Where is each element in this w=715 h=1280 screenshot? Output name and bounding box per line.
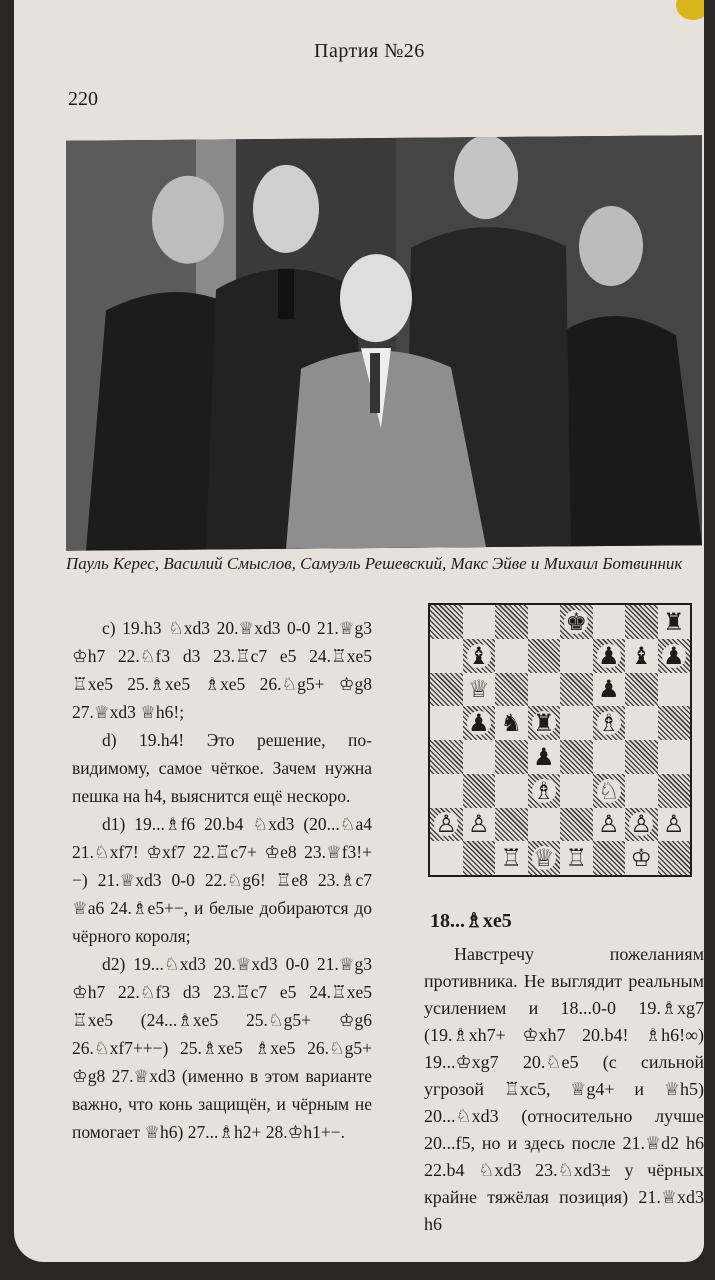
page-header: Партия №26 [314, 40, 425, 62]
square-f1 [593, 841, 626, 875]
square-a3 [430, 774, 463, 808]
square-e4 [560, 740, 593, 774]
photo-caption: Пауль Керес, Василий Смыслов, Самуэль Решевский, Макс Эйве и Михаил Ботвинник [66, 554, 683, 573]
square-b7 [463, 639, 496, 673]
square-d8 [528, 605, 561, 639]
square-g4 [625, 740, 658, 774]
chess-piece: ♖ [565, 844, 587, 873]
square-a7 [430, 639, 463, 673]
square-d5 [528, 706, 561, 740]
square-a4 [430, 740, 463, 774]
chess-piece: ♕ [467, 675, 490, 704]
square-d3 [528, 774, 561, 808]
commentary: Навстречу пожеланиям противника. Не выглядит реальным усилением и 18...0-0 19.♗xg7 (19.♗xh7+ ♔xh7 20.b4! ♗h6!∞) 19...♔xg7 20.♘e5 (с сильной угрозой ♖xc5, ♕g4+ и ♕h5) 20...♘xd3 (относительно лучше 20...f5, но и здесь после 21.♕d2 h6 22.b4 ♘xd3 23.♘xd3± у чёрных крайне тяжёлая позиция) 21.♕xd3 h6 [424, 944, 704, 1234]
square-c6 [495, 673, 528, 707]
square-h3 [658, 774, 691, 808]
square-e1 [560, 841, 593, 875]
chess-piece: ♗ [597, 709, 620, 738]
square-b5 [463, 706, 496, 740]
square-b2 [463, 808, 496, 842]
square-d6 [528, 673, 561, 707]
photo-image [66, 135, 702, 551]
chess-piece: ♚ [565, 607, 587, 636]
chess-piece: ♙ [435, 810, 457, 839]
square-b1 [463, 841, 496, 875]
chess-piece: ♟ [597, 641, 620, 670]
square-g5 [625, 706, 658, 740]
square-b6 [463, 673, 496, 707]
photo [66, 135, 702, 551]
square-d2 [528, 808, 561, 842]
square-a6 [430, 673, 463, 707]
square-g6 [625, 673, 658, 707]
square-f4 [593, 740, 626, 774]
chess-piece: ♙ [597, 810, 620, 839]
left-column [72, 614, 372, 1146]
square-g7 [625, 639, 658, 673]
square-f6 [593, 673, 626, 707]
chess-piece: ♘ [597, 776, 620, 805]
square-h6 [658, 673, 691, 707]
square-g3 [625, 774, 658, 808]
chess-piece: ♙ [467, 810, 490, 839]
square-d1 [528, 841, 561, 875]
square-a8 [430, 605, 463, 639]
square-c4 [495, 740, 528, 774]
chess-diagram [428, 603, 692, 877]
square-c1 [495, 841, 528, 875]
square-e8 [560, 605, 593, 639]
corner-object [676, 0, 704, 20]
square-e6 [560, 673, 593, 707]
chess-piece: ♝ [467, 641, 490, 670]
variation-d1: d1) 19...♗f6 20.b4 ♘xd3 (20...♘a4 21.♘xf7! ♔xf7 22.♖c7+ ♔e8 23.♕f3!+−) 21.♕xd3 0-0 22.♘g6! ♖e8 23.♗c7 ♕a6 24.♗e5+−, и белые добираются до чёрного короля; [72, 814, 372, 946]
square-c5 [495, 706, 528, 740]
square-e5 [560, 706, 593, 740]
square-a2 [430, 808, 463, 842]
square-f3 [593, 774, 626, 808]
right-column [424, 908, 704, 1238]
chess-piece: ♔ [630, 844, 652, 873]
square-h8 [658, 605, 691, 639]
square-e7 [560, 639, 593, 673]
square-a5 [430, 706, 463, 740]
square-d4 [528, 740, 561, 774]
main-move: 18...♗xe5 [430, 910, 512, 932]
square-b3 [463, 774, 496, 808]
chess-piece: ♙ [630, 810, 652, 839]
square-h2 [658, 808, 691, 842]
square-e2 [560, 808, 593, 842]
variation-d2: d2) 19...♘xd3 20.♕xd3 0-0 21.♕g3 ♔h7 22.♘f3 d3 23.♖c7 e5 24.♖xe5 ♖xe5 (24...♗xe5 25.♘g5+ ♔g6 26.♘xf7++−) 25.♗xe5 ♗xe5 26.♘g5+ ♔g8 27.♕xd3 (именно в этом варианте важно, что конь защищён, и чёрным не помогает ♕h6) 27...♗h2+ 28.♔h1+−. [72, 954, 372, 1142]
square-e3 [560, 774, 593, 808]
square-h4 [658, 740, 691, 774]
square-d7 [528, 639, 561, 673]
variation-d: d) 19.h4! Это решение, по-видимому, самое чёткое. Зачем нужна пешка на h4, выяснится ещё нескоро. [72, 730, 372, 806]
chess-piece: ♟ [532, 742, 555, 771]
chess-piece: ♟ [467, 709, 490, 738]
variation-c: c) 19.h3 ♘xd3 20.♕xd3 0-0 21.♕g3 ♔h7 22.♘f3 d3 23.♖c7 e5 24.♖xe5 ♖xe5 25.♗xe5 ♗xe5 26.♘g5+ ♔g8 27.♕xd3 ♕h6!; [72, 618, 372, 722]
square-f7 [593, 639, 626, 673]
square-f8 [593, 605, 626, 639]
square-h1 [658, 841, 691, 875]
chess-piece: ♙ [662, 810, 685, 839]
square-c7 [495, 639, 528, 673]
square-h7 [658, 639, 691, 673]
chess-piece: ♟ [597, 675, 620, 704]
chess-piece: ♜ [662, 607, 685, 636]
chess-piece: ♜ [532, 709, 555, 738]
book-page [14, 0, 704, 1262]
square-b4 [463, 740, 496, 774]
chess-piece: ♝ [630, 641, 652, 670]
square-f2 [593, 808, 626, 842]
chess-piece: ♖ [500, 844, 522, 873]
chess-piece: ♞ [500, 709, 522, 738]
square-b8 [463, 605, 496, 639]
square-c8 [495, 605, 528, 639]
page-number: 220 [68, 88, 98, 110]
chess-piece: ♗ [532, 776, 555, 805]
square-c2 [495, 808, 528, 842]
square-f5 [593, 706, 626, 740]
chess-piece: ♕ [532, 844, 555, 873]
square-c3 [495, 774, 528, 808]
square-g8 [625, 605, 658, 639]
square-g2 [625, 808, 658, 842]
square-a1 [430, 841, 463, 875]
chess-piece: ♟ [662, 641, 685, 670]
square-h5 [658, 706, 691, 740]
square-g1 [625, 841, 658, 875]
